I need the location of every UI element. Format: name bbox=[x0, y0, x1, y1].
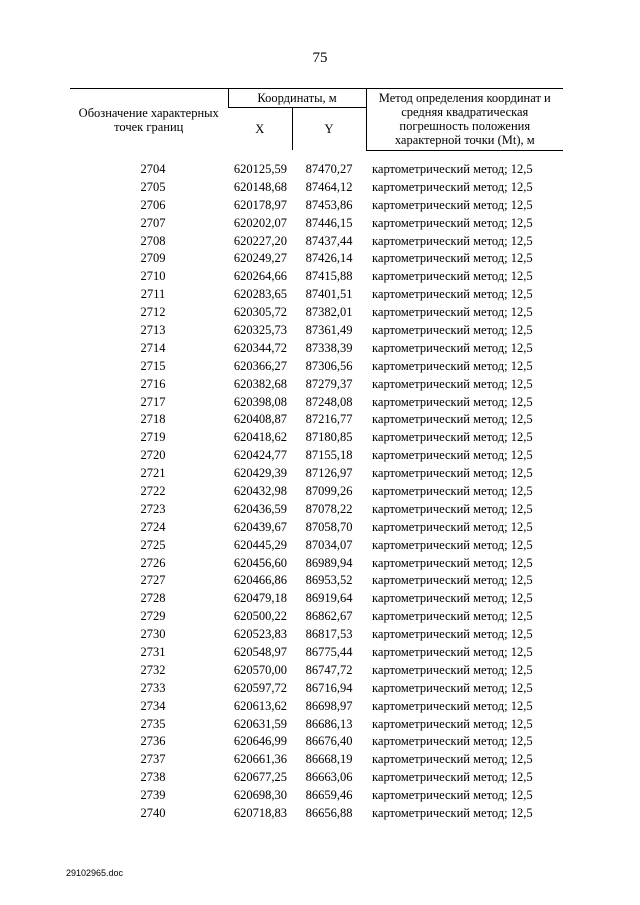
point-name-cell: 2711 bbox=[140, 287, 166, 302]
method-cell: картометрический метод; 12,5 bbox=[372, 662, 533, 677]
y-coordinate-cell: 87426,14 bbox=[305, 251, 353, 266]
y-coordinate-cell: 86953,52 bbox=[305, 573, 353, 588]
point-name-cell: 2728 bbox=[140, 591, 166, 606]
table-row bbox=[70, 554, 563, 572]
x-coordinate-cell: 620570,00 bbox=[233, 662, 287, 677]
table-row bbox=[70, 787, 563, 805]
method-cell: картометрический метод; 12,5 bbox=[372, 251, 533, 266]
table-row bbox=[70, 805, 563, 823]
header-point-name: Обозначение характерных точек границ bbox=[70, 89, 228, 151]
table-row bbox=[70, 286, 563, 304]
y-coordinate-cell: 87437,44 bbox=[305, 233, 353, 248]
point-name-cell: 2721 bbox=[140, 466, 166, 481]
point-name-cell: 2709 bbox=[140, 251, 166, 266]
table-row bbox=[70, 769, 563, 787]
x-coordinate-cell: 620718,83 bbox=[233, 806, 287, 820]
y-coordinate-cell: 87216,77 bbox=[305, 412, 353, 427]
y-coordinate-cell: 87034,07 bbox=[305, 537, 353, 552]
point-name-cell: 2712 bbox=[140, 305, 166, 320]
point-name-cell: 2720 bbox=[140, 448, 166, 463]
table-row bbox=[70, 250, 563, 268]
y-coordinate-cell: 86686,13 bbox=[305, 716, 353, 731]
table-row bbox=[70, 357, 563, 375]
y-coordinate-cell: 86698,97 bbox=[305, 698, 353, 713]
y-coordinate-cell: 86656,88 bbox=[305, 806, 353, 820]
method-cell: картометрический метод; 12,5 bbox=[372, 573, 533, 588]
point-name-cell: 2739 bbox=[140, 788, 166, 803]
page-number: 75 bbox=[312, 50, 328, 66]
y-coordinate-cell: 86668,19 bbox=[305, 752, 353, 767]
table-row bbox=[70, 375, 563, 393]
x-coordinate-cell: 620436,59 bbox=[233, 501, 287, 516]
x-coordinate-cell: 620178,97 bbox=[233, 197, 287, 212]
table-row bbox=[70, 590, 563, 608]
table-row bbox=[70, 679, 563, 697]
x-coordinate-cell: 620283,65 bbox=[233, 287, 287, 302]
y-coordinate-cell: 87464,12 bbox=[305, 179, 353, 194]
method-cell: картометрический метод; 12,5 bbox=[372, 466, 533, 481]
table-row bbox=[70, 232, 563, 250]
method-cell: картометрический метод; 12,5 bbox=[372, 644, 533, 659]
x-coordinate-cell: 620148,68 bbox=[233, 179, 287, 194]
table-row bbox=[70, 715, 563, 733]
point-name-cell: 2737 bbox=[140, 752, 166, 767]
x-coordinate-cell: 620325,73 bbox=[233, 322, 287, 337]
x-coordinate-cell: 620597,72 bbox=[233, 680, 287, 695]
x-coordinate-cell: 620418,62 bbox=[233, 430, 287, 445]
point-name-cell: 2715 bbox=[140, 358, 166, 373]
point-name-cell: 2722 bbox=[140, 483, 166, 498]
method-cell: картометрический метод; 12,5 bbox=[372, 412, 533, 427]
x-coordinate-cell: 620479,18 bbox=[233, 591, 287, 606]
point-name-cell: 2731 bbox=[140, 644, 166, 659]
x-coordinate-cell: 620264,66 bbox=[233, 269, 287, 284]
y-coordinate-cell: 86676,40 bbox=[305, 734, 353, 749]
method-cell: картометрический метод; 12,5 bbox=[372, 537, 533, 552]
method-cell: картометрический метод; 12,5 bbox=[372, 197, 533, 212]
x-coordinate-cell: 620661,36 bbox=[233, 752, 287, 767]
table-row bbox=[70, 483, 563, 501]
y-coordinate-cell: 86817,53 bbox=[305, 627, 353, 642]
point-name-cell: 2705 bbox=[140, 179, 166, 194]
method-cell: картометрический метод; 12,5 bbox=[372, 591, 533, 606]
x-coordinate-cell: 620125,59 bbox=[233, 161, 287, 176]
point-name-cell: 2714 bbox=[140, 340, 166, 355]
table-row bbox=[70, 429, 563, 447]
method-cell: картометрический метод; 12,5 bbox=[372, 430, 533, 445]
point-name-cell: 2704 bbox=[140, 161, 166, 176]
y-coordinate-cell: 87078,22 bbox=[305, 501, 353, 516]
point-name-cell: 2718 bbox=[140, 412, 166, 427]
method-cell: картометрический метод; 12,5 bbox=[372, 376, 533, 391]
method-cell: картометрический метод; 12,5 bbox=[372, 555, 533, 570]
y-coordinate-cell: 86989,94 bbox=[305, 555, 353, 570]
x-coordinate-cell: 620202,07 bbox=[233, 215, 287, 230]
point-name-cell: 2706 bbox=[140, 197, 166, 212]
table-row bbox=[70, 150, 563, 178]
x-coordinate-cell: 620631,59 bbox=[233, 716, 287, 731]
x-coordinate-cell: 620456,60 bbox=[233, 555, 287, 570]
coordinates-table bbox=[70, 88, 563, 822]
table-row bbox=[70, 644, 563, 662]
x-coordinate-cell: 620500,22 bbox=[233, 609, 287, 624]
method-cell: картометрический метод; 12,5 bbox=[372, 215, 533, 230]
y-coordinate-cell: 86716,94 bbox=[305, 680, 353, 695]
y-coordinate-cell: 86747,72 bbox=[305, 662, 353, 677]
table-row bbox=[70, 697, 563, 715]
point-name-cell: 2717 bbox=[140, 394, 166, 409]
point-name-cell: 2708 bbox=[140, 233, 166, 248]
table-row bbox=[70, 572, 563, 590]
table-row bbox=[70, 268, 563, 286]
table-row bbox=[70, 733, 563, 751]
x-coordinate-cell: 620466,86 bbox=[233, 573, 287, 588]
y-coordinate-cell: 87401,51 bbox=[305, 287, 353, 302]
x-coordinate-cell: 620523,83 bbox=[233, 627, 287, 642]
header-y: Y bbox=[292, 108, 366, 151]
x-coordinate-cell: 620305,72 bbox=[233, 305, 287, 320]
y-coordinate-cell: 87058,70 bbox=[305, 519, 353, 534]
method-cell: картометрический метод; 12,5 bbox=[372, 322, 533, 337]
method-cell: картометрический метод; 12,5 bbox=[372, 716, 533, 731]
point-name-cell: 2734 bbox=[140, 698, 166, 713]
y-coordinate-cell: 87415,88 bbox=[305, 269, 353, 284]
x-coordinate-cell: 620408,87 bbox=[233, 412, 287, 427]
method-cell: картометрический метод; 12,5 bbox=[372, 394, 533, 409]
table-row bbox=[70, 322, 563, 340]
method-cell: картометрический метод; 12,5 bbox=[372, 233, 533, 248]
x-coordinate-cell: 620432,98 bbox=[233, 483, 287, 498]
point-name-cell: 2719 bbox=[140, 430, 166, 445]
method-cell: картометрический метод; 12,5 bbox=[372, 788, 533, 803]
table-row bbox=[70, 447, 563, 465]
point-name-cell: 2732 bbox=[140, 662, 166, 677]
x-coordinate-cell: 620249,27 bbox=[233, 251, 287, 266]
footer-file-name: 29102965.doc bbox=[66, 868, 124, 878]
x-coordinate-cell: 620445,29 bbox=[233, 537, 287, 552]
x-coordinate-cell: 620424,77 bbox=[233, 448, 287, 463]
x-coordinate-cell: 620677,25 bbox=[233, 770, 287, 785]
x-coordinate-cell: 620646,99 bbox=[233, 734, 287, 749]
x-coordinate-cell: 620698,30 bbox=[233, 788, 287, 803]
table-row bbox=[70, 518, 563, 536]
header-coordinates: Координаты, м bbox=[228, 89, 366, 108]
method-cell: картометрический метод; 12,5 bbox=[372, 519, 533, 534]
table-row bbox=[70, 178, 563, 196]
table-row bbox=[70, 608, 563, 626]
header-x: X bbox=[255, 122, 265, 136]
y-coordinate-cell: 87099,26 bbox=[305, 483, 353, 498]
method-cell: картометрический метод; 12,5 bbox=[372, 358, 533, 373]
table-row bbox=[70, 661, 563, 679]
method-cell: картометрический метод; 12,5 bbox=[372, 287, 533, 302]
table-row bbox=[70, 500, 563, 518]
point-name-cell: 2740 bbox=[140, 806, 166, 820]
y-coordinate-cell: 86919,64 bbox=[305, 591, 353, 606]
point-name-cell: 2738 bbox=[140, 770, 166, 785]
y-coordinate-cell: 87453,86 bbox=[305, 197, 353, 212]
point-name-cell: 2733 bbox=[140, 680, 166, 695]
y-coordinate-cell: 87180,85 bbox=[305, 430, 353, 445]
y-coordinate-cell: 87470,27 bbox=[305, 161, 353, 176]
table-row bbox=[70, 751, 563, 769]
table-row bbox=[70, 626, 563, 644]
y-coordinate-cell: 87126,97 bbox=[305, 466, 353, 481]
y-coordinate-cell: 86862,67 bbox=[305, 609, 353, 624]
x-coordinate-cell: 620366,27 bbox=[233, 358, 287, 373]
point-name-cell: 2716 bbox=[140, 376, 166, 391]
method-cell: картометрический метод; 12,5 bbox=[372, 734, 533, 749]
point-name-cell: 2726 bbox=[140, 555, 166, 570]
y-coordinate-cell: 87446,15 bbox=[305, 215, 353, 230]
method-cell: картометрический метод; 12,5 bbox=[372, 627, 533, 642]
method-cell: картометрический метод; 12,5 bbox=[372, 448, 533, 463]
point-name-cell: 2713 bbox=[140, 322, 166, 337]
y-coordinate-cell: 87155,18 bbox=[305, 448, 353, 463]
point-name-cell: 2727 bbox=[140, 573, 166, 588]
table-row bbox=[70, 465, 563, 483]
point-name-cell: 2725 bbox=[140, 537, 166, 552]
point-name-cell: 2736 bbox=[140, 734, 166, 749]
y-coordinate-cell: 86659,46 bbox=[305, 788, 353, 803]
table-row bbox=[70, 393, 563, 411]
x-coordinate-cell: 620344,72 bbox=[233, 340, 287, 355]
point-name-cell: 2707 bbox=[140, 215, 166, 230]
y-coordinate-cell: 87279,37 bbox=[305, 376, 353, 391]
x-coordinate-cell: 620227,20 bbox=[233, 233, 287, 248]
y-coordinate-cell: 87248,08 bbox=[305, 394, 353, 409]
header-method: Метод определения координат и средняя квадратическая погрешность положения характерной точки (Mt), м bbox=[366, 89, 563, 151]
table-row bbox=[70, 196, 563, 214]
point-name-cell: 2735 bbox=[140, 716, 166, 731]
y-coordinate-cell: 87306,56 bbox=[305, 358, 353, 373]
x-coordinate-cell: 620548,97 bbox=[233, 644, 287, 659]
method-cell: картометрический метод; 12,5 bbox=[372, 179, 533, 194]
x-coordinate-cell: 620398,08 bbox=[233, 394, 287, 409]
y-coordinate-cell: 86775,44 bbox=[305, 644, 353, 659]
point-name-cell: 2710 bbox=[140, 269, 166, 284]
y-coordinate-cell: 86663,06 bbox=[305, 770, 353, 785]
point-name-cell: 2723 bbox=[140, 501, 166, 516]
method-cell: картометрический метод; 12,5 bbox=[372, 483, 533, 498]
y-coordinate-cell: 87382,01 bbox=[305, 305, 353, 320]
method-cell: картометрический метод; 12,5 bbox=[372, 698, 533, 713]
method-cell: картометрический метод; 12,5 bbox=[372, 269, 533, 284]
method-cell: картометрический метод; 12,5 bbox=[372, 305, 533, 320]
table-row bbox=[70, 339, 563, 357]
method-cell: картометрический метод; 12,5 bbox=[372, 770, 533, 785]
method-cell: картометрический метод; 12,5 bbox=[372, 161, 533, 176]
y-coordinate-cell: 87338,39 bbox=[305, 340, 353, 355]
method-cell: картометрический метод; 12,5 bbox=[372, 806, 533, 820]
table-row bbox=[70, 304, 563, 322]
x-coordinate-cell: 620439,67 bbox=[233, 519, 287, 534]
x-coordinate-cell: 620613,62 bbox=[233, 698, 287, 713]
point-name-cell: 2729 bbox=[140, 609, 166, 624]
table-row bbox=[70, 536, 563, 554]
method-cell: картометрический метод; 12,5 bbox=[372, 680, 533, 695]
method-cell: картометрический метод; 12,5 bbox=[372, 340, 533, 355]
point-name-cell: 2724 bbox=[140, 519, 166, 534]
x-coordinate-cell: 620382,68 bbox=[233, 376, 287, 391]
method-cell: картометрический метод; 12,5 bbox=[372, 752, 533, 767]
x-coordinate-cell: 620429,39 bbox=[233, 466, 287, 481]
method-cell: картометрический метод; 12,5 bbox=[372, 501, 533, 516]
table-row bbox=[70, 411, 563, 429]
table-row bbox=[70, 214, 563, 232]
y-coordinate-cell: 87361,49 bbox=[305, 322, 353, 337]
method-cell: картометрический метод; 12,5 bbox=[372, 609, 533, 624]
point-name-cell: 2730 bbox=[140, 627, 166, 642]
